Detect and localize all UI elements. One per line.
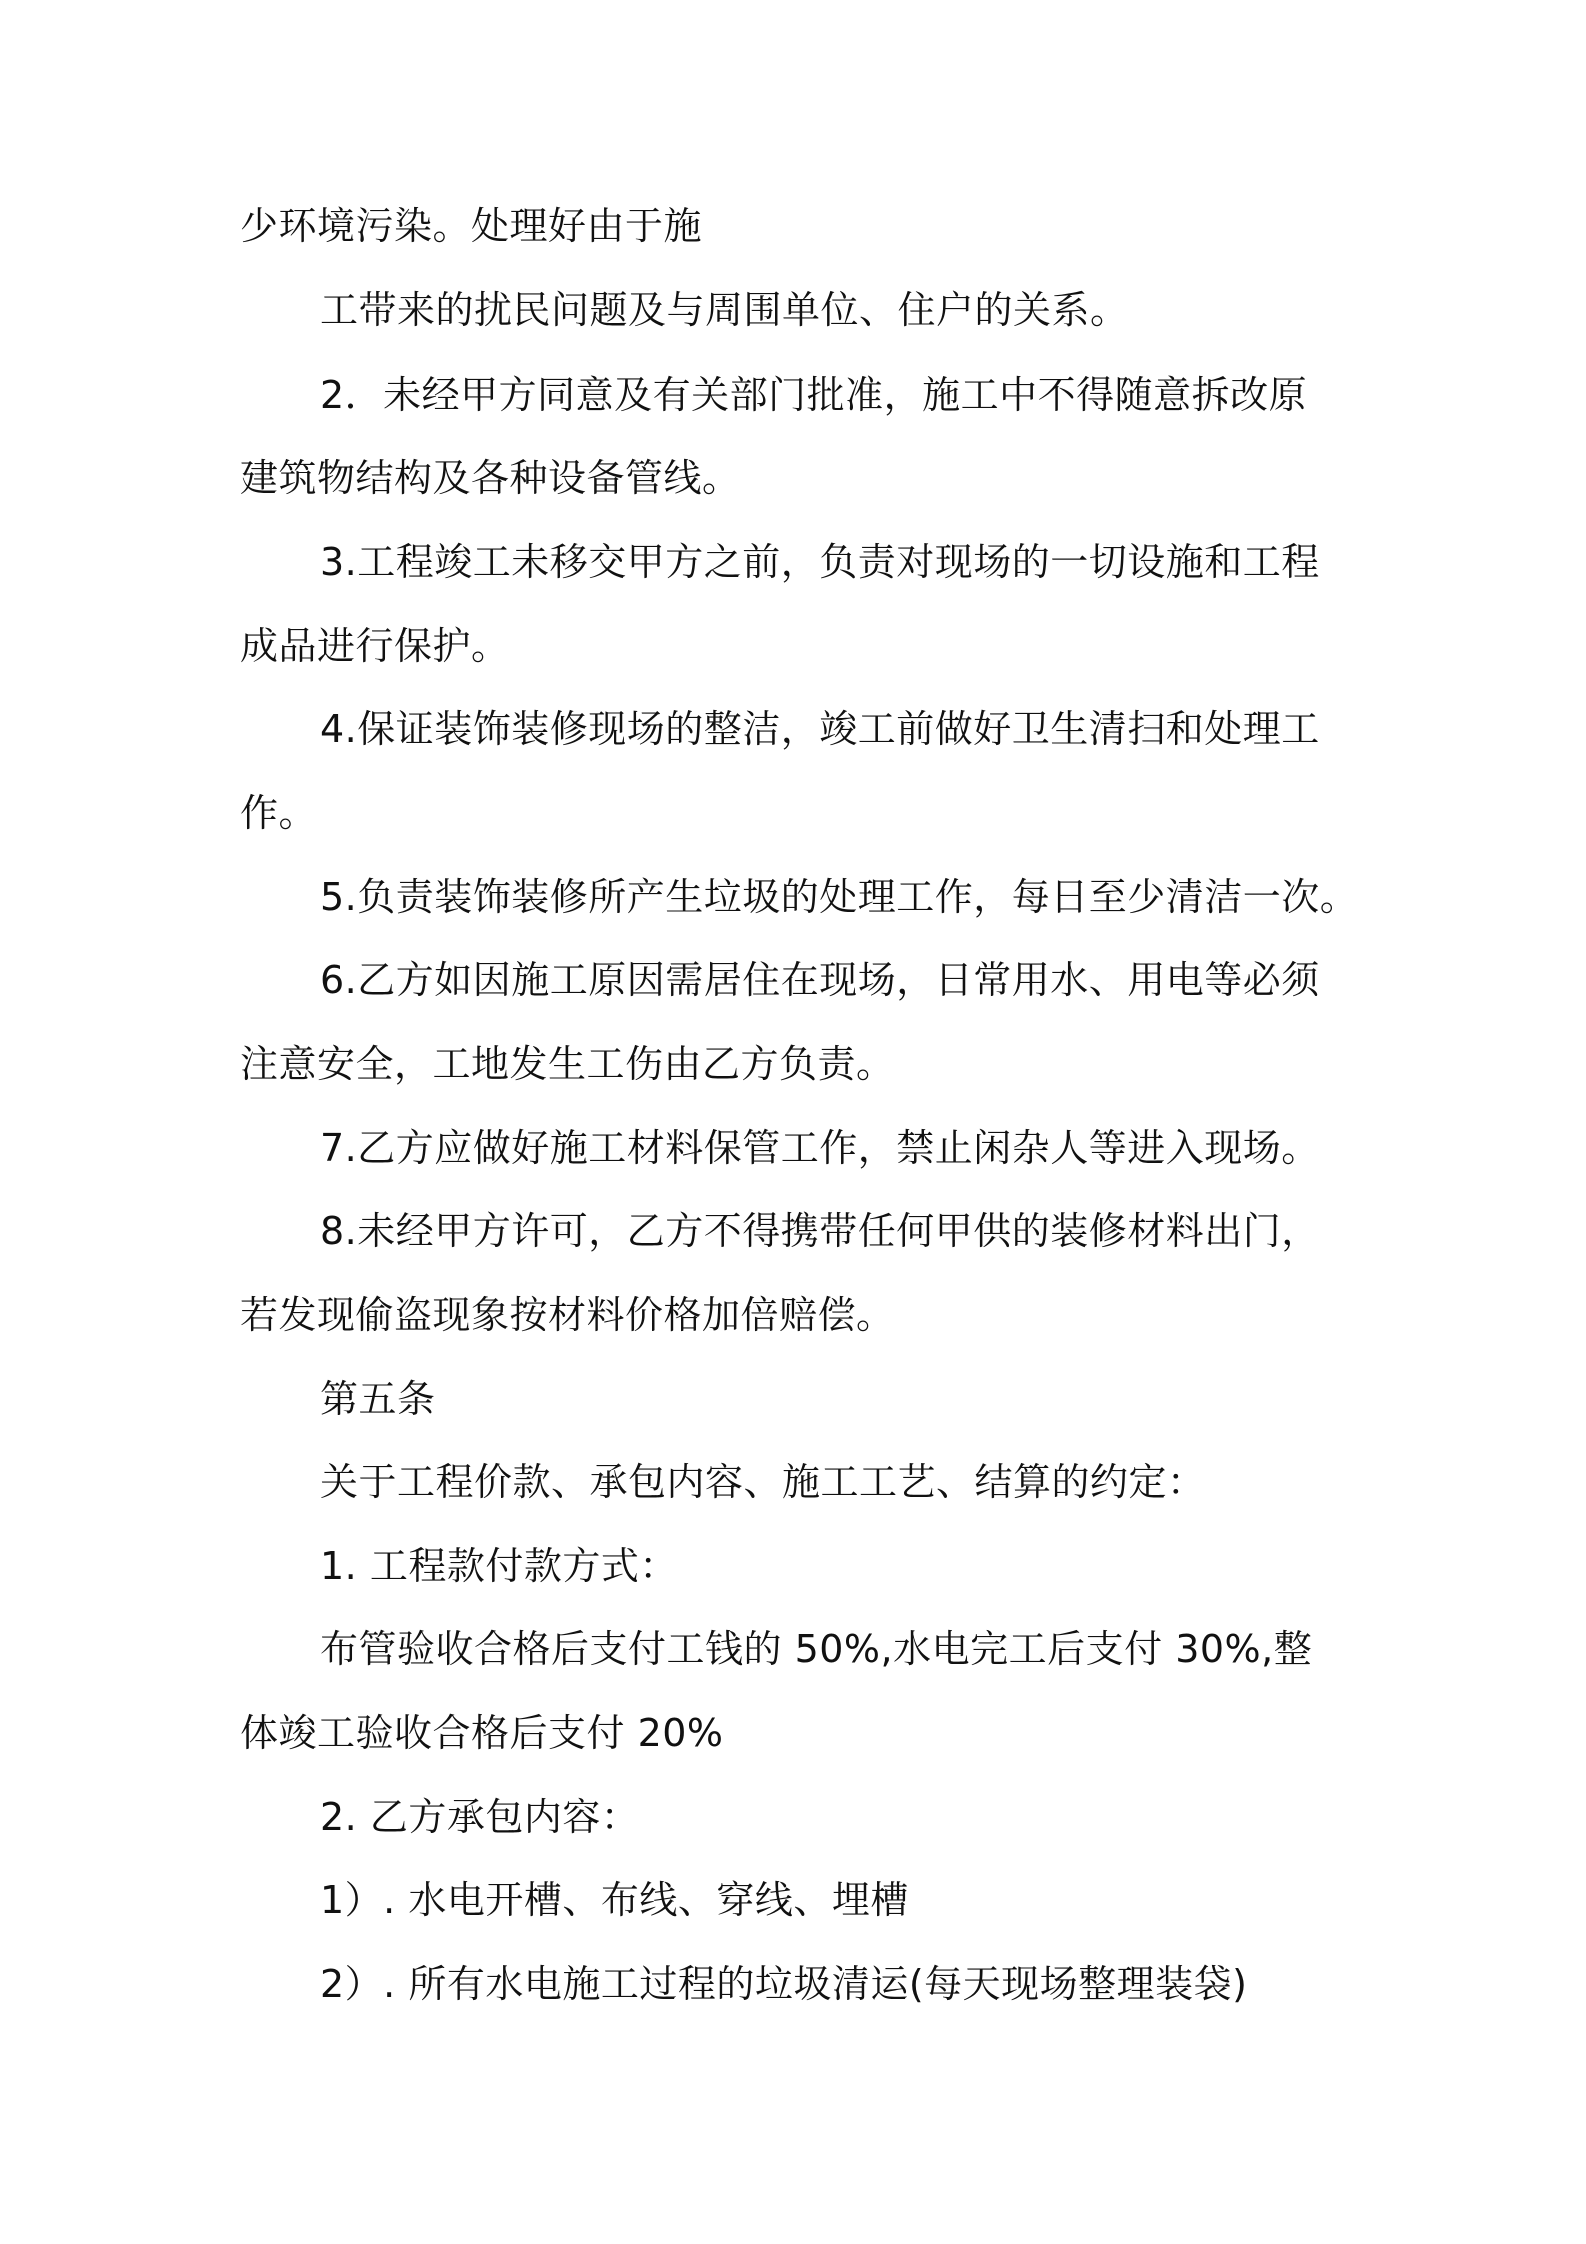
text-line: 4.保证装饰装修现场的整洁，竣工前做好卫生清扫和处理工 <box>320 707 1320 751</box>
text-line: 建筑物结构及各种设备管线。 <box>240 456 741 500</box>
text-line: 工带来的扰民问题及与周围单位、住户的关系。 <box>320 288 1129 332</box>
text-line: 关于工程价款、承包内容、施工工艺、结算的约定： <box>320 1460 1206 1504</box>
text-line: 布管验收合格后支付工钱的 50%,水电完工后支付 30%,整 <box>320 1627 1313 1671</box>
section-heading: 第五条 <box>320 1377 436 1421</box>
text-line: 8.未经甲方许可，乙方不得携带任何甲供的装修材料出门， <box>320 1209 1320 1253</box>
text-line: 1. 工程款付款方式： <box>320 1544 678 1588</box>
text-line: 成品进行保护。 <box>240 624 510 668</box>
text-line: 6.乙方如因施工原因需居住在现场，日常用水、用电等必须 <box>320 958 1320 1002</box>
text-line: 少环境污染。处理好由于施 <box>240 204 703 248</box>
text-line: 注意安全，工地发生工伤由乙方负责。 <box>240 1042 895 1086</box>
text-line: 作。 <box>240 791 318 835</box>
text-line: 1）. 水电开槽、布线、穿线、埋槽 <box>320 1878 909 1922</box>
text-line: 7.乙方应做好施工材料保管工作，禁止闲杂人等进入现场。 <box>320 1126 1320 1170</box>
text-line: 3.工程竣工未移交甲方之前，负责对现场的一切设施和工程 <box>320 540 1320 584</box>
text-line: 2．未经甲方同意及有关部门批准，施工中不得随意拆改原 <box>320 373 1308 417</box>
text-line: 若发现偷盗现象按材料价格加倍赔偿。 <box>240 1293 895 1337</box>
text-line: 2）. 所有水电施工过程的垃圾清运(每天现场整理装袋) <box>320 1962 1248 2006</box>
text-line: 体竣工验收合格后支付 20% <box>240 1711 724 1755</box>
text-line: 2. 乙方承包内容： <box>320 1795 640 1839</box>
text-line: 5.负责装饰装修所产生垃圾的处理工作，每日至少清洁一次。 <box>320 875 1359 919</box>
